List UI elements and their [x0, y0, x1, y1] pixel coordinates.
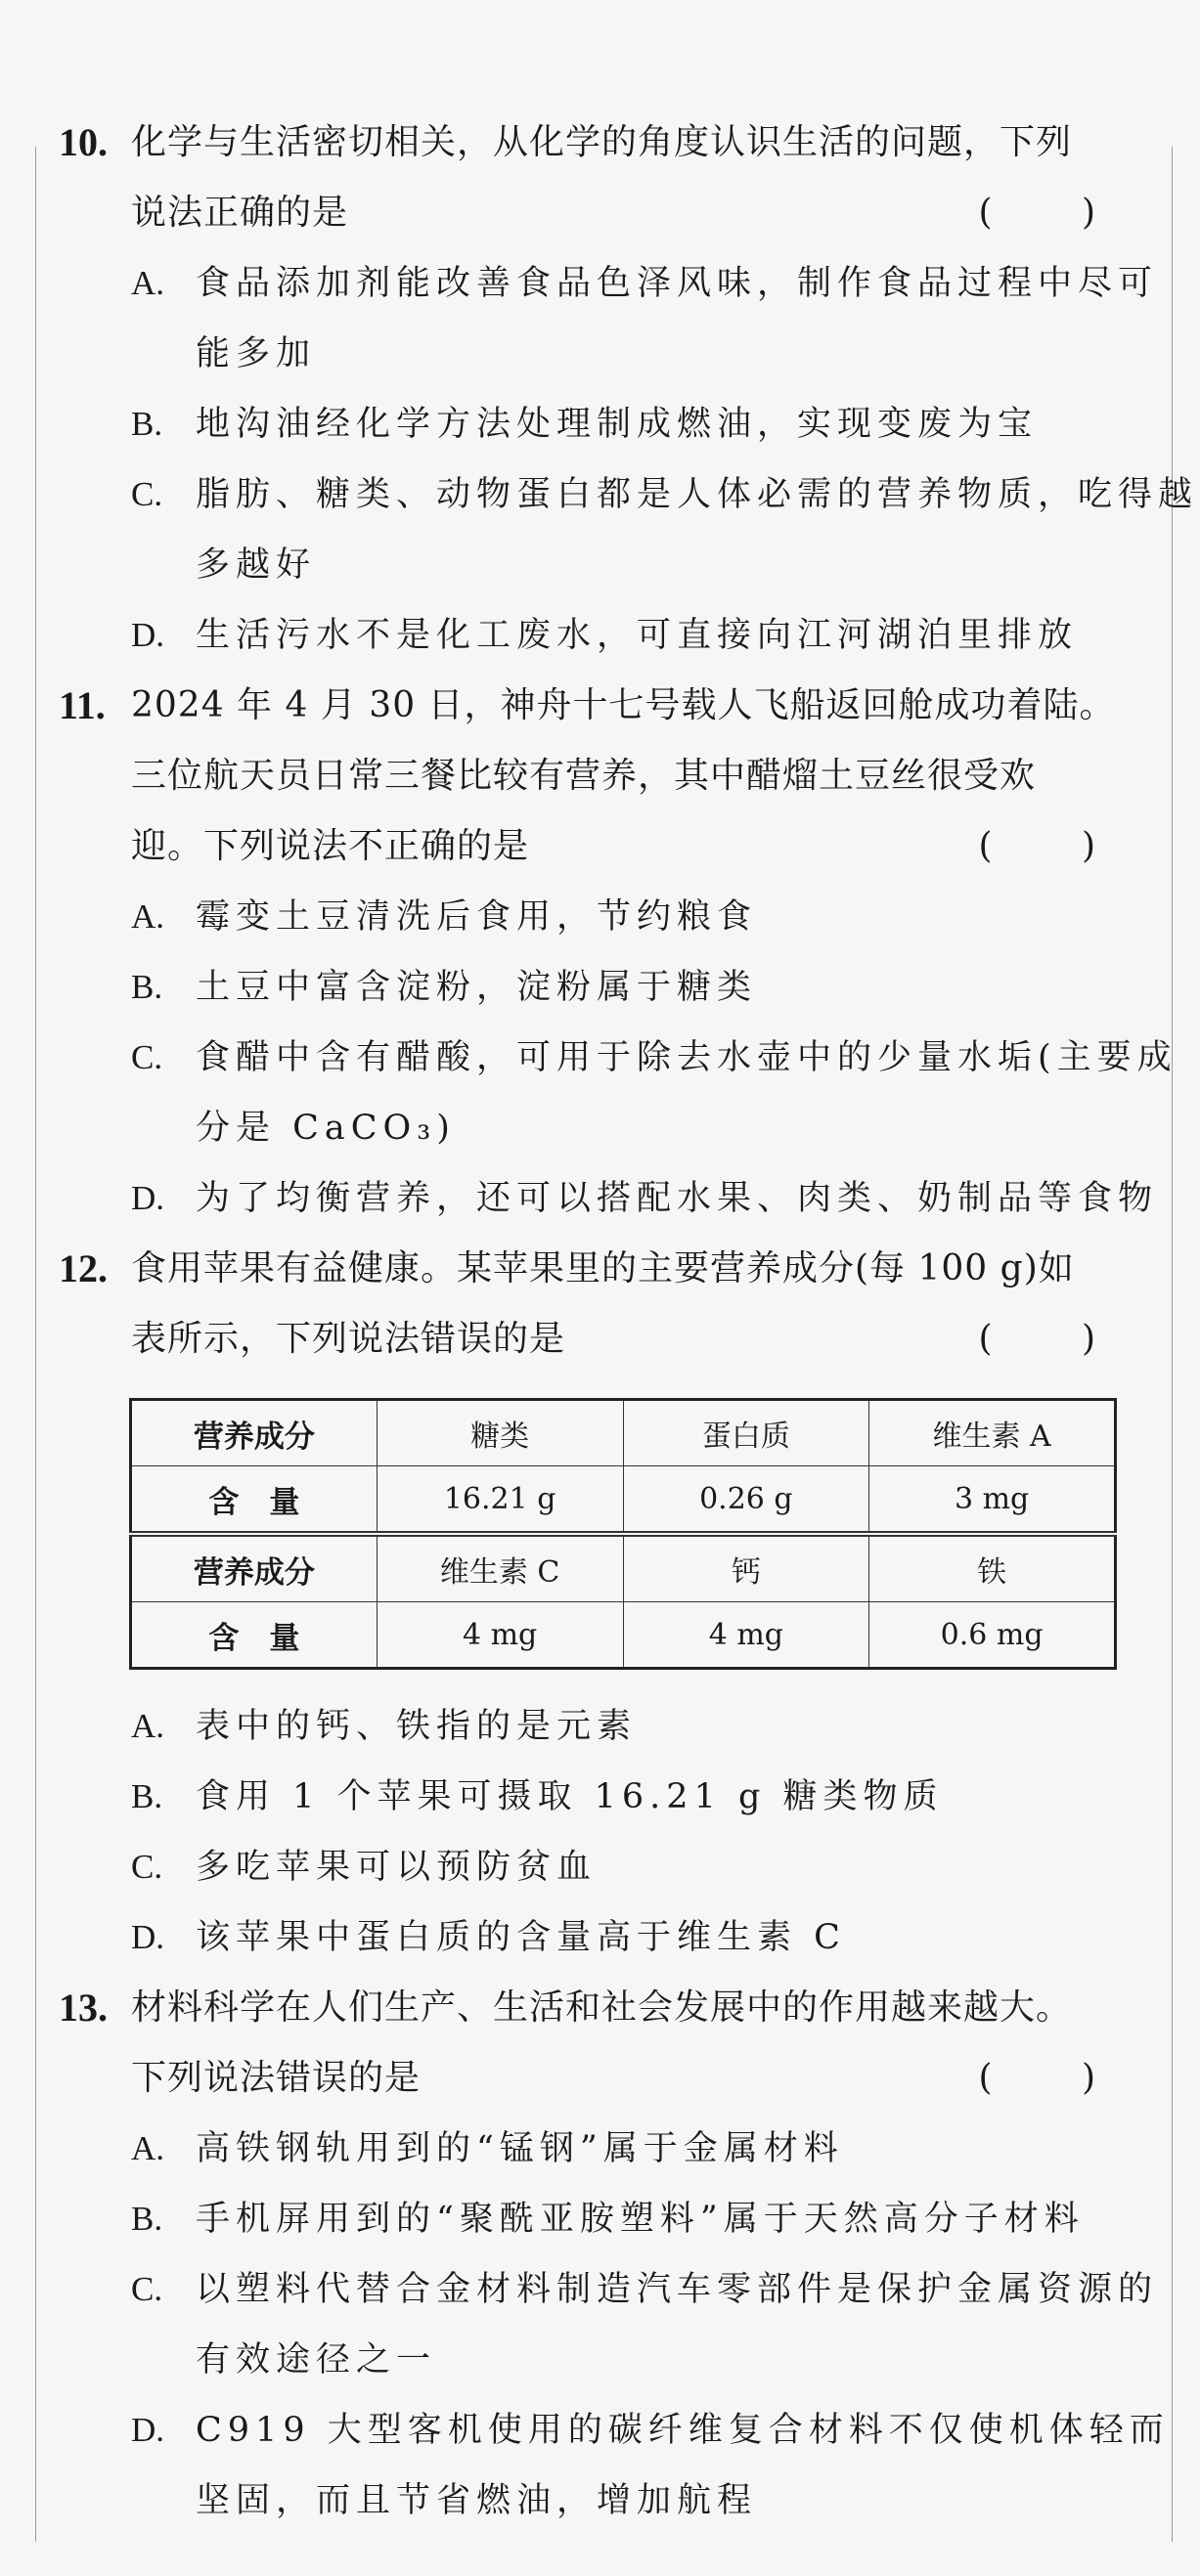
option-text: 有效途径之一 — [196, 2340, 437, 2380]
option-text: 食醋中含有醋酸，可用于除去水壶中的少量水垢(主要成 — [196, 1038, 1178, 1077]
option-text: 能多加 — [196, 334, 317, 373]
table-row — [131, 1534, 1116, 1602]
table-cell: 16.21 g — [377, 1466, 623, 1535]
table-row — [131, 1466, 1116, 1535]
question-sheet — [59, 108, 1199, 2536]
question-12 — [59, 1234, 1134, 1973]
option-key: C. — [131, 2270, 163, 2308]
option-c[interactable] — [59, 1832, 1134, 1902]
question-stem: 三位航天员日常三餐比较有营养，其中醋熘土豆丝很受欢 — [131, 756, 1037, 796]
table-cell: 钙 — [623, 1534, 869, 1602]
table-cell: 维生素 C — [377, 1534, 623, 1602]
option-text: 霉变土豆清洗后食用，节约粮食 — [196, 897, 758, 937]
option-key: C. — [131, 1038, 163, 1076]
option-text: 土豆中富含淀粉，淀粉属于糖类 — [196, 968, 758, 1007]
table-cell: 4 mg — [377, 1602, 623, 1669]
option-key: B. — [131, 1777, 163, 1815]
option-key: B. — [131, 405, 163, 443]
option-text: 脂肪、糖类、动物蛋白都是人体必需的营养物质，吃得越 — [196, 475, 1199, 514]
table-header-cell: 含 量 — [131, 1602, 378, 1669]
option-text: 地沟油经化学方法处理制成燃油，实现变废为宝 — [196, 405, 1039, 444]
option-b[interactable] — [59, 2184, 1134, 2254]
option-key: D. — [131, 1918, 165, 1956]
option-b[interactable] — [59, 952, 1134, 1023]
table-row — [131, 1602, 1116, 1669]
option-a[interactable] — [59, 882, 1134, 952]
question-stem: 下列说法错误的是 — [131, 2058, 422, 2098]
option-a[interactable] — [59, 2114, 1134, 2184]
question-stem: 食用苹果有益健康。某苹果里的主要营养成分(每 100 g)如 — [131, 1248, 1075, 1288]
table-header-cell: 含 量 — [131, 1466, 378, 1535]
answer-blank[interactable]: ( ) — [978, 193, 1134, 233]
question-stem: 迎。下列说法不正确的是 — [131, 826, 530, 866]
option-key: B. — [131, 968, 163, 1006]
option-c[interactable] — [59, 459, 1199, 530]
option-key: D. — [131, 2411, 165, 2449]
option-text: 高铁钢轨用到的“锰钢”属于金属材料 — [196, 2129, 844, 2168]
nutrition-table — [129, 1398, 1117, 1670]
question-stem: 2024 年 4 月 30 日，神舟十七号载人飞船返回舱成功着陆。 — [131, 685, 1116, 725]
option-c[interactable] — [59, 2254, 1159, 2325]
table-header-cell: 营养成分 — [131, 1534, 378, 1602]
option-key: C. — [131, 1848, 163, 1886]
option-key: A. — [131, 897, 165, 936]
table-cell: 4 mg — [623, 1602, 869, 1669]
option-text: 以塑料代替合金材料制造汽车零部件是保护金属资源的 — [196, 2270, 1159, 2309]
question-stem: 材料科学在人们生产、生活和社会发展中的作用越来越大。 — [131, 1987, 1073, 2028]
table-cell: 糖类 — [377, 1400, 623, 1466]
table-cell: 0.26 g — [623, 1466, 869, 1535]
question-stem: 化学与生活密切相关，从化学的角度认识生活的问题，下列 — [131, 122, 1073, 162]
option-text: 手机屏用到的“聚酰亚胺塑料”属于天然高分子材料 — [196, 2200, 1085, 2239]
option-key: B. — [131, 2200, 163, 2238]
option-text: 分是 CaCO₃) — [196, 1109, 456, 1148]
option-key: A. — [131, 1707, 165, 1745]
option-b[interactable] — [59, 389, 1134, 459]
question-11 — [59, 671, 1178, 1234]
option-d[interactable] — [59, 1163, 1159, 1234]
option-text: 食品添加剂能改善食品色泽风味，制作食品过程中尽可 — [196, 264, 1159, 303]
option-key: D. — [131, 616, 165, 654]
question-stem: 说法正确的是 — [131, 193, 349, 233]
option-text: C919 大型客机使用的碳纤维复合材料不仅使机体轻而 — [196, 2411, 1170, 2450]
table-cell: 0.6 mg — [869, 1602, 1116, 1669]
option-key: A. — [131, 2129, 165, 2167]
option-text: 该苹果中蛋白质的含量高于维生素 C — [196, 1918, 846, 1957]
option-a[interactable] — [59, 1691, 1134, 1762]
option-text: 多越好 — [196, 546, 317, 585]
option-text: 表中的钙、铁指的是元素 — [196, 1707, 638, 1746]
answer-blank[interactable]: ( ) — [978, 826, 1134, 866]
question-number: 12. — [59, 1246, 108, 1290]
option-key: C. — [131, 475, 163, 513]
question-number: 13. — [59, 1986, 108, 2030]
table-row — [131, 1400, 1116, 1466]
option-key: D. — [131, 1179, 165, 1217]
table-cell: 铁 — [869, 1534, 1116, 1602]
option-c[interactable] — [59, 1023, 1178, 1093]
question-13 — [59, 1973, 1170, 2536]
option-text: 食用 1 个苹果可摄取 16.21 g 糖类物质 — [196, 1777, 944, 1816]
table-cell: 维生素 A — [869, 1400, 1116, 1466]
option-d[interactable] — [59, 2395, 1170, 2466]
question-stem: 表所示，下列说法错误的是 — [131, 1319, 566, 1359]
option-text: 为了均衡营养，还可以搭配水果、肉类、奶制品等食物 — [196, 1179, 1159, 1218]
option-a[interactable] — [59, 248, 1159, 319]
option-text: 多吃苹果可以预防贫血 — [196, 1848, 598, 1887]
table-cell: 蛋白质 — [623, 1400, 869, 1466]
table-header-cell: 营养成分 — [131, 1400, 378, 1466]
left-margin-rule — [35, 147, 36, 2542]
option-text: 生活污水不是化工废水，可直接向江河湖泊里排放 — [196, 616, 1079, 655]
option-text: 坚固，而且节省燃油，增加航程 — [196, 2481, 758, 2520]
option-key: A. — [131, 264, 165, 302]
option-d[interactable] — [59, 600, 1134, 671]
question-number: 10. — [59, 120, 108, 164]
option-d[interactable] — [59, 1902, 1134, 1973]
question-number: 11. — [59, 683, 106, 727]
option-b[interactable] — [59, 1762, 1134, 1832]
answer-blank[interactable]: ( ) — [978, 2058, 1134, 2098]
question-10 — [59, 108, 1199, 671]
answer-blank[interactable]: ( ) — [978, 1319, 1134, 1359]
table-cell: 3 mg — [869, 1466, 1116, 1535]
